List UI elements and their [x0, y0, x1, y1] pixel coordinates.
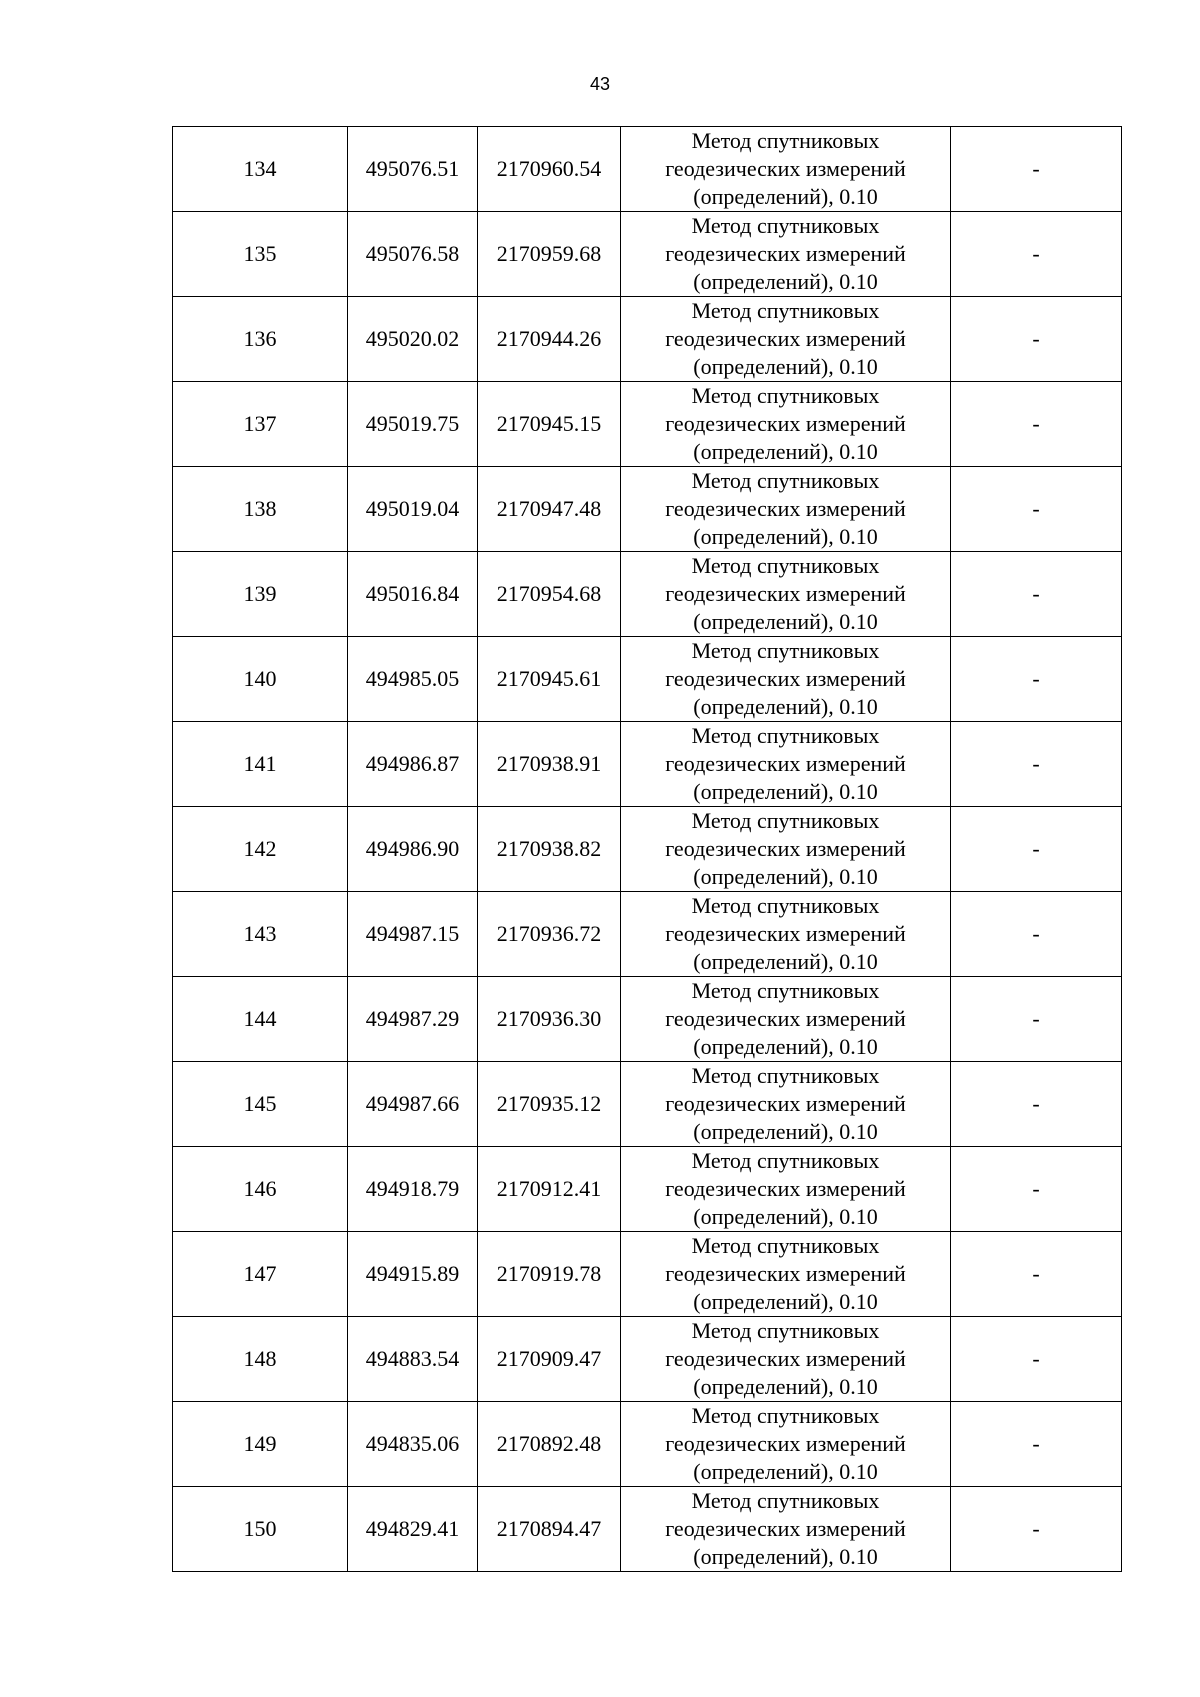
table-row	[173, 1402, 1122, 1487]
note-cell: -	[951, 552, 1122, 637]
table-row	[173, 212, 1122, 297]
note-cell: -	[951, 297, 1122, 382]
method-text-line: геодезических измерений	[665, 326, 906, 351]
note-cell: -	[951, 127, 1122, 212]
method-text-line: Метод спутниковых	[691, 638, 880, 663]
method-text-line: (определений), 0.10	[693, 609, 878, 634]
method-text-line: геодезических измерений	[665, 1091, 906, 1116]
y-coordinate-cell: 2170912.41	[478, 1147, 621, 1232]
y-coordinate-cell: 2170935.12	[478, 1062, 621, 1147]
y-coordinate-cell: 2170954.68	[478, 552, 621, 637]
y-coordinate-cell: 2170944.26	[478, 297, 621, 382]
point-cell: 135	[173, 212, 348, 297]
method-cell	[621, 807, 951, 892]
y-coordinate-cell: 2170936.30	[478, 977, 621, 1062]
method-text-line: Метод спутниковых	[691, 383, 880, 408]
method-cell	[621, 637, 951, 722]
x-coordinate-cell: 495019.75	[348, 382, 478, 467]
method-text-line: (определений), 0.10	[693, 1459, 878, 1484]
method-text-line: Метод спутниковых	[691, 1488, 880, 1513]
table-row	[173, 467, 1122, 552]
method-text-line: геодезических измерений	[665, 241, 906, 266]
method-text-line: геодезических измерений	[665, 156, 906, 181]
x-coordinate-cell: 494915.89	[348, 1232, 478, 1317]
table-row	[173, 1147, 1122, 1232]
point-cell: 138	[173, 467, 348, 552]
note-cell: -	[951, 1487, 1122, 1572]
note-cell: -	[951, 467, 1122, 552]
method-text-line: (определений), 0.10	[693, 694, 878, 719]
x-coordinate-cell: 494987.66	[348, 1062, 478, 1147]
note-cell: -	[951, 1232, 1122, 1317]
table-row	[173, 127, 1122, 212]
table-row	[173, 637, 1122, 722]
y-coordinate-cell: 2170945.61	[478, 637, 621, 722]
method-text-line: (определений), 0.10	[693, 949, 878, 974]
x-coordinate-cell: 494986.87	[348, 722, 478, 807]
table-row	[173, 297, 1122, 382]
method-text-line: Метод спутниковых	[691, 1148, 880, 1173]
x-coordinate-cell: 495019.04	[348, 467, 478, 552]
method-text-line: геодезических измерений	[665, 411, 906, 436]
method-cell	[621, 722, 951, 807]
note-cell: -	[951, 1402, 1122, 1487]
x-coordinate-cell: 494918.79	[348, 1147, 478, 1232]
point-cell: 150	[173, 1487, 348, 1572]
table-row	[173, 382, 1122, 467]
method-text-line: (определений), 0.10	[693, 1544, 878, 1569]
method-cell	[621, 1232, 951, 1317]
method-text-line: Метод спутниковых	[691, 213, 880, 238]
method-cell	[621, 127, 951, 212]
y-coordinate-cell: 2170919.78	[478, 1232, 621, 1317]
method-text-line: геодезических измерений	[665, 1261, 906, 1286]
method-text-line: (определений), 0.10	[693, 1374, 878, 1399]
method-cell	[621, 1487, 951, 1572]
note-cell: -	[951, 212, 1122, 297]
y-coordinate-cell: 2170960.54	[478, 127, 621, 212]
point-cell: 149	[173, 1402, 348, 1487]
table-row	[173, 1232, 1122, 1317]
method-cell	[621, 1147, 951, 1232]
method-text-line: геодезических измерений	[665, 496, 906, 521]
method-cell	[621, 467, 951, 552]
method-text-line: Метод спутниковых	[691, 1318, 880, 1343]
method-cell	[621, 552, 951, 637]
method-text-line: (определений), 0.10	[693, 864, 878, 889]
method-text-line: геодезических измерений	[665, 666, 906, 691]
y-coordinate-cell: 2170938.82	[478, 807, 621, 892]
point-cell: 136	[173, 297, 348, 382]
method-text-line: Метод спутниковых	[691, 1063, 880, 1088]
method-text-line: геодезических измерений	[665, 921, 906, 946]
table-row	[173, 722, 1122, 807]
y-coordinate-cell: 2170894.47	[478, 1487, 621, 1572]
method-text-line: (определений), 0.10	[693, 184, 878, 209]
point-cell: 146	[173, 1147, 348, 1232]
point-cell: 148	[173, 1317, 348, 1402]
point-cell: 140	[173, 637, 348, 722]
method-text-line: геодезических измерений	[665, 1516, 906, 1541]
method-text-line: Метод спутниковых	[691, 298, 880, 323]
point-cell: 139	[173, 552, 348, 637]
point-cell: 137	[173, 382, 348, 467]
table-row	[173, 807, 1122, 892]
x-coordinate-cell: 495076.58	[348, 212, 478, 297]
x-coordinate-cell: 495016.84	[348, 552, 478, 637]
method-text-line: (определений), 0.10	[693, 1119, 878, 1144]
method-cell	[621, 1402, 951, 1487]
method-text-line: (определений), 0.10	[693, 524, 878, 549]
method-text-line: (определений), 0.10	[693, 354, 878, 379]
y-coordinate-cell: 2170909.47	[478, 1317, 621, 1402]
point-cell: 145	[173, 1062, 348, 1147]
note-cell: -	[951, 637, 1122, 722]
method-text-line: геодезических измерений	[665, 581, 906, 606]
method-text-line: геодезических измерений	[665, 1346, 906, 1371]
method-text-line: геодезических измерений	[665, 836, 906, 861]
note-cell: -	[951, 1147, 1122, 1232]
method-text-line: Метод спутниковых	[691, 553, 880, 578]
method-text-line: геодезических измерений	[665, 1431, 906, 1456]
note-cell: -	[951, 977, 1122, 1062]
method-text-line: (определений), 0.10	[693, 779, 878, 804]
method-text-line: (определений), 0.10	[693, 1204, 878, 1229]
method-text-line: Метод спутниковых	[691, 723, 880, 748]
method-text-line: Метод спутниковых	[691, 468, 880, 493]
note-cell: -	[951, 807, 1122, 892]
table-row	[173, 977, 1122, 1062]
table-row	[173, 892, 1122, 977]
point-cell: 147	[173, 1232, 348, 1317]
coordinates-table	[172, 126, 1122, 1572]
y-coordinate-cell: 2170945.15	[478, 382, 621, 467]
note-cell: -	[951, 892, 1122, 977]
method-text-line: геодезических измерений	[665, 1176, 906, 1201]
x-coordinate-cell: 494987.29	[348, 977, 478, 1062]
table-row	[173, 1062, 1122, 1147]
x-coordinate-cell: 495076.51	[348, 127, 478, 212]
method-text-line: Метод спутниковых	[691, 1233, 880, 1258]
method-text-line: геодезических измерений	[665, 1006, 906, 1031]
note-cell: -	[951, 722, 1122, 807]
method-cell	[621, 1062, 951, 1147]
x-coordinate-cell: 495020.02	[348, 297, 478, 382]
x-coordinate-cell: 494829.41	[348, 1487, 478, 1572]
note-cell: -	[951, 382, 1122, 467]
note-cell: -	[951, 1317, 1122, 1402]
point-cell: 134	[173, 127, 348, 212]
point-cell: 143	[173, 892, 348, 977]
y-coordinate-cell: 2170959.68	[478, 212, 621, 297]
method-text-line: (определений), 0.10	[693, 269, 878, 294]
method-cell	[621, 892, 951, 977]
method-cell	[621, 212, 951, 297]
y-coordinate-cell: 2170938.91	[478, 722, 621, 807]
y-coordinate-cell: 2170947.48	[478, 467, 621, 552]
method-cell	[621, 297, 951, 382]
y-coordinate-cell: 2170936.72	[478, 892, 621, 977]
method-text-line: (определений), 0.10	[693, 439, 878, 464]
point-cell: 144	[173, 977, 348, 1062]
x-coordinate-cell: 494987.15	[348, 892, 478, 977]
x-coordinate-cell: 494883.54	[348, 1317, 478, 1402]
method-text-line: Метод спутниковых	[691, 128, 880, 153]
method-text-line: (определений), 0.10	[693, 1289, 878, 1314]
note-cell: -	[951, 1062, 1122, 1147]
x-coordinate-cell: 494985.05	[348, 637, 478, 722]
method-text-line: Метод спутниковых	[691, 978, 880, 1003]
method-cell	[621, 382, 951, 467]
x-coordinate-cell: 494986.90	[348, 807, 478, 892]
method-cell	[621, 977, 951, 1062]
page-number: 43	[589, 74, 611, 94]
method-text-line: Метод спутниковых	[691, 1403, 880, 1428]
x-coordinate-cell: 494835.06	[348, 1402, 478, 1487]
method-text-line: геодезических измерений	[665, 751, 906, 776]
table-row	[173, 1317, 1122, 1402]
table-row	[173, 1487, 1122, 1572]
point-cell: 141	[173, 722, 348, 807]
method-cell	[621, 1317, 951, 1402]
table-row	[173, 552, 1122, 637]
method-text-line: Метод спутниковых	[691, 808, 880, 833]
point-cell: 142	[173, 807, 348, 892]
table-body	[173, 127, 1122, 1572]
method-text-line: (определений), 0.10	[693, 1034, 878, 1059]
method-text-line: Метод спутниковых	[691, 893, 880, 918]
y-coordinate-cell: 2170892.48	[478, 1402, 621, 1487]
